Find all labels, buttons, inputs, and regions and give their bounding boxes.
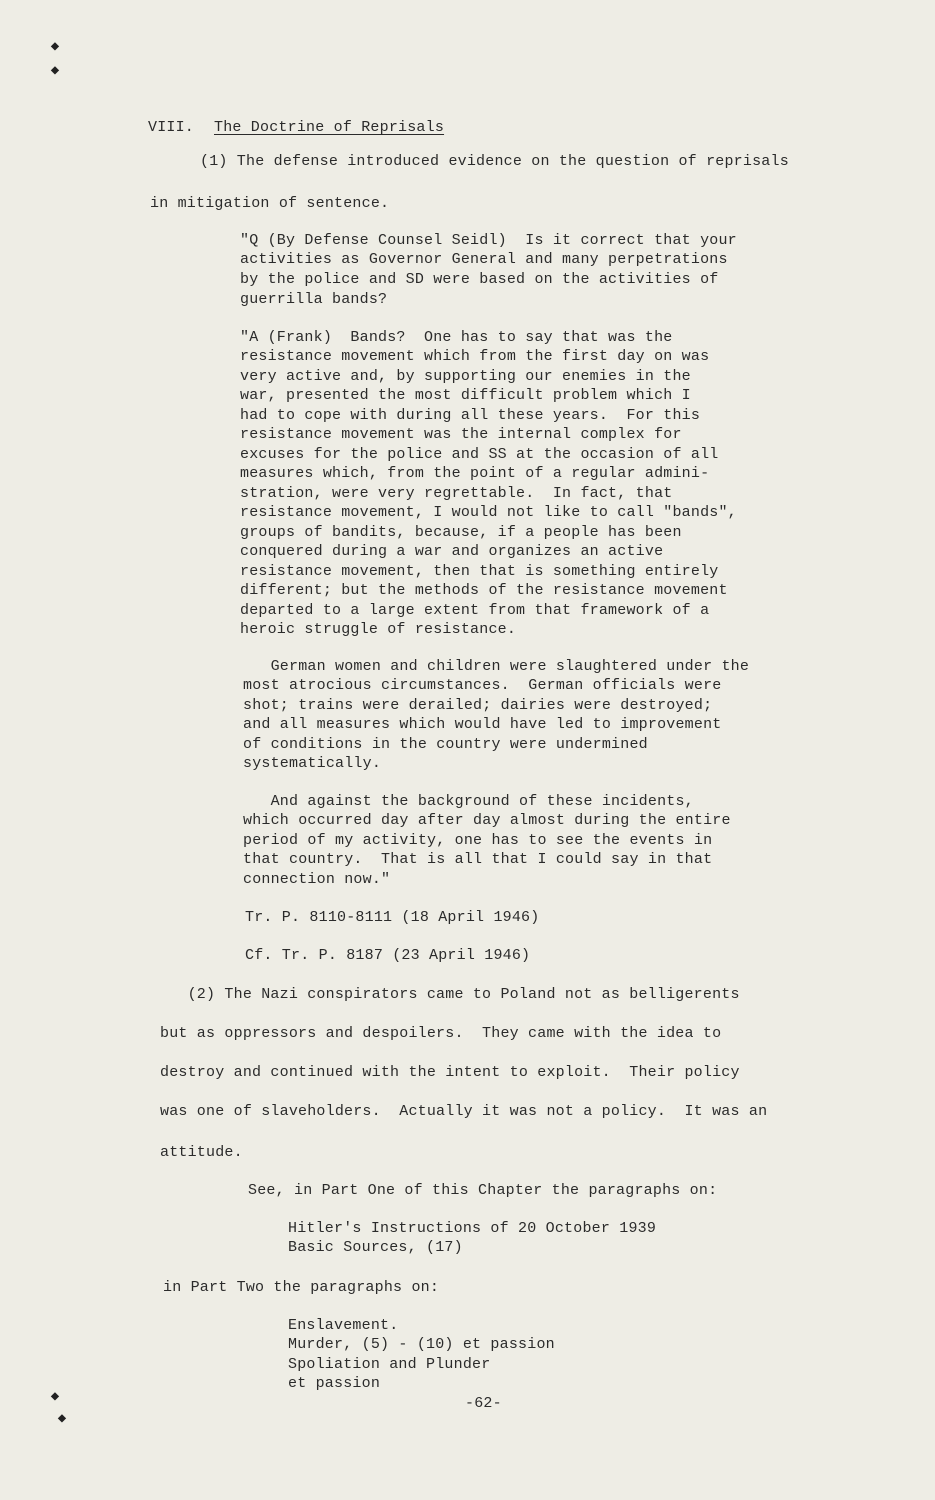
quote-line: heroic struggle of resistance. — [240, 621, 517, 638]
quote-line: "Q (By Defense Counsel Seidl) Is it correct that your — [240, 232, 737, 249]
quote-line: stration, were very regrettable. In fact, that — [240, 485, 673, 502]
punch-mark-icon: ◆ — [57, 1411, 67, 1427]
quote-line: German women and children were slaughtered under the — [243, 658, 750, 675]
para2-line: destroy and continued with the intent to exploit. Their policy — [160, 1064, 740, 1081]
trial-reference: Cf. Tr. P. 8187 (23 April 1946) — [245, 947, 531, 964]
para2-line: (2) The Nazi conspirators came to Poland not as belligerents — [160, 986, 740, 1003]
para1-line1: (1) The defense introduced evidence on the question of reprisals — [200, 153, 789, 170]
quote-line: resistance movement which from the first day on was — [240, 348, 710, 365]
quote-line: that country. That is all that I could say in that — [243, 851, 713, 868]
punch-mark-icon: ◆ — [50, 39, 60, 55]
punch-mark-icon: ◆ — [50, 1389, 60, 1405]
quote-line: groups of bandits, because, if a people has been — [240, 524, 682, 541]
quote-line: most atrocious circumstances. German officials were — [243, 677, 722, 694]
see-item: Spoliation and Plunder — [288, 1356, 491, 1373]
quote-line: "A (Frank) Bands? One has to say that was the — [240, 329, 673, 346]
see-item: Murder, (5) - (10) et passion — [288, 1336, 555, 1353]
quote-line: resistance movement, then that is something entirely — [240, 563, 719, 580]
quote-line: very active and, by supporting our enemies in the — [240, 368, 691, 385]
quote-line: departed to a large extent from that framework of a — [240, 602, 710, 619]
quote-line: and all measures which would have led to improvement — [243, 716, 722, 733]
section-title: The Doctrine of Reprisals — [214, 119, 445, 136]
quote-line: guerrilla bands? — [240, 291, 388, 308]
quote-line: by the police and SD were based on the activities of — [240, 271, 719, 288]
page-number: -62- — [465, 1395, 502, 1412]
quote-line: period of my activity, one has to see the events in — [243, 832, 713, 849]
quote-line: excuses for the police and SS at the occasion of all — [240, 446, 719, 463]
punch-mark-icon: ◆ — [50, 63, 60, 79]
quote-line: activities as Governor General and many perpetrations — [240, 251, 728, 268]
quote-line: had to cope with during all these years. For this — [240, 407, 701, 424]
see-item: et passion — [288, 1375, 381, 1392]
quote-line: resistance movement, I would not like to call "bands", — [240, 504, 737, 521]
para2-line: was one of slaveholders. Actually it was not a policy. It was an — [160, 1103, 768, 1120]
quote-line: And against the background of these incidents, — [243, 793, 694, 810]
quote-line: systematically. — [243, 755, 382, 772]
quote-line: different; but the methods of the resistance movement — [240, 582, 728, 599]
see-part-two: in Part Two the paragraphs on: — [163, 1279, 440, 1296]
quote-line: of conditions in the country were undermined — [243, 736, 648, 753]
quote-line: connection now." — [243, 871, 391, 888]
quote-line: conquered during a war and organizes an active — [240, 543, 664, 560]
see-intro: See, in Part One of this Chapter the paragraphs on: — [248, 1182, 718, 1199]
see-item: Enslavement. — [288, 1317, 399, 1334]
see-item: Basic Sources, (17) — [288, 1239, 463, 1256]
trial-reference: Tr. P. 8110-8111 (18 April 1946) — [245, 909, 540, 926]
quote-line: which occurred day after day almost during the entire — [243, 812, 731, 829]
para2-line: attitude. — [160, 1144, 243, 1161]
quote-line: resistance movement was the internal complex for — [240, 426, 682, 443]
quote-line: measures which, from the point of a regular admini- — [240, 465, 710, 482]
quote-line: war, presented the most difficult problem which I — [240, 387, 691, 404]
quote-line: shot; trains were derailed; dairies were destroyed; — [243, 697, 713, 714]
section-number: VIII. — [148, 119, 195, 136]
para2-line: but as oppressors and despoilers. They came with the idea to — [160, 1025, 722, 1042]
para1-line2: in mitigation of sentence. — [150, 195, 390, 212]
see-item: Hitler's Instructions of 20 October 1939 — [288, 1220, 657, 1237]
